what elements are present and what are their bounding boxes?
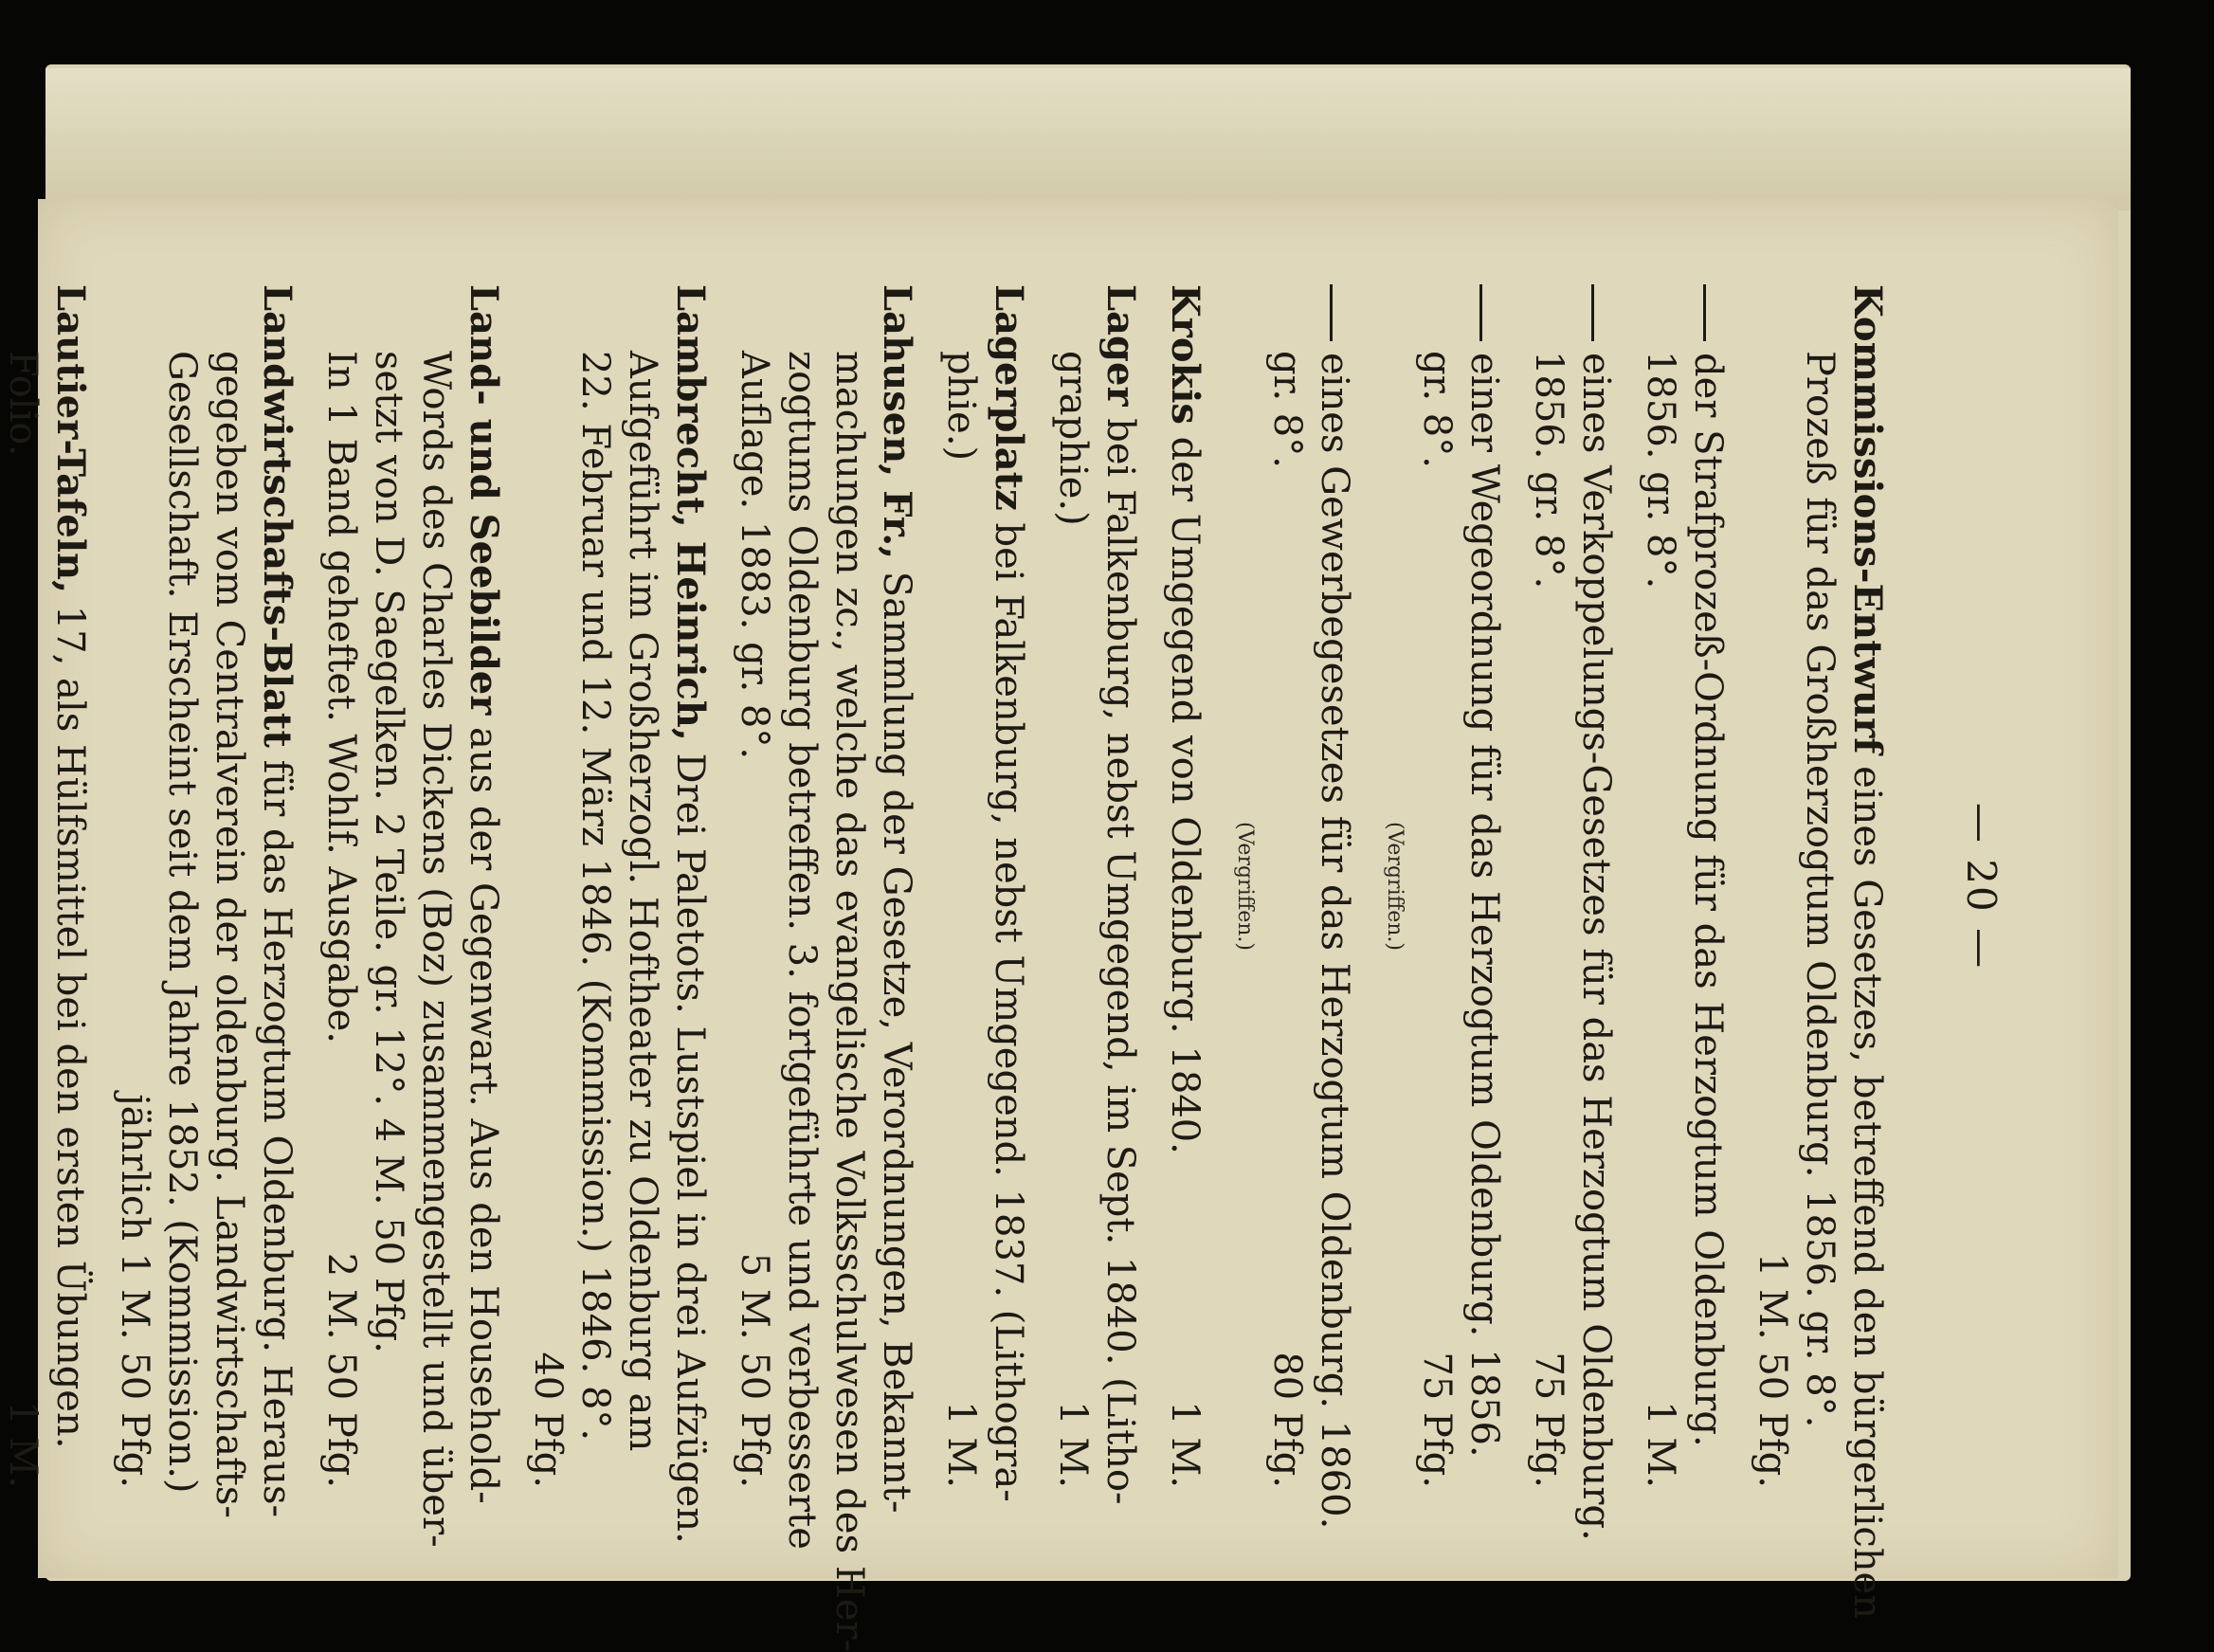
entry-heading: Lagerplatz (987, 284, 1031, 511)
ditto-dash (1704, 284, 1707, 341)
entry-heading: Lautier-Tafeln, (48, 284, 93, 594)
entry-heading: Landwirtschafts-Blatt (255, 284, 299, 748)
rotated-page-content (1, 199, 2118, 1652)
entry-text: einer Wegeordnung für das Herzogtum Oldenburg. 1856. (1462, 353, 1506, 1458)
entry-line (1461, 284, 1508, 1488)
catalog-entry (111, 284, 300, 1518)
entry-note: (Vergriffen.) (1233, 821, 1257, 952)
entry-heading: Kommissions-Entwurf (1845, 284, 1890, 754)
entry-text: eines Verkoppelungs-Gesetzes für das Herzogtum Oldenburg. (1574, 353, 1618, 1541)
entry-text: für das Herzogtum Oldenburg. Heraus- (255, 747, 299, 1518)
entry-price: 1 M. (1051, 1401, 1095, 1488)
entry-line (206, 284, 253, 1518)
catalog-entry (937, 284, 1032, 1502)
entry-text: Gesellschaft. Erscheint seit dem Jahre 1852. (Kommission.) (160, 351, 204, 1494)
catalog-entry (1225, 284, 1358, 1530)
entry-text: eines Gesetzes, betreffend den bürgerlichen (1845, 753, 1889, 1619)
entry-line (1572, 284, 1620, 1541)
ditto-dash (1592, 284, 1595, 341)
entry-line (158, 284, 206, 1494)
entry-text: setzt von D. Saegelken. 2 Teile. gr. 12°. 4 M. 50 Pfg. (367, 351, 410, 1353)
entry-line (1796, 284, 1843, 1488)
entry-text: machungen zc., welche das evangelische Volksschulwesen des Her- (827, 351, 871, 1652)
entry-text: Words des Charles Dickens (Boz) zusammengestellt und über- (414, 351, 458, 1548)
entry-heading: Lambrecht, Heinrich, (668, 284, 713, 741)
entry-price: 80 Pfg. (1265, 1352, 1309, 1488)
catalog-entry (1637, 284, 1732, 1488)
entry-price: 5 M. 50 Pfg. (733, 1252, 776, 1488)
catalog-entry (0, 284, 94, 1488)
entry-heading: Land- und Seebilder (462, 284, 506, 716)
entry-line (572, 284, 619, 1488)
entry-text: der Umgegend von Oldenburg. 1840. (1163, 424, 1207, 1154)
entry-text: In 1 Band geheftet. Wohlf. Ausgabe. (319, 351, 363, 1044)
catalog-content (0, 284, 2005, 1652)
entry-line (937, 284, 985, 1488)
entry-heading: Lahusen, Fr., (875, 284, 919, 560)
entry-line (0, 284, 46, 1488)
entry-line (365, 284, 412, 1488)
entry-text: gegeben vom Centralverein der oldenburg. Landwirtschafts- (208, 351, 251, 1518)
ditto-dash (1331, 284, 1334, 341)
entry-text: der Strafprozeß-Ordnung für das Herzogtum Oldenburg. (1686, 353, 1730, 1447)
entry-line (111, 284, 158, 1488)
entry-text: aus der Gegenwart. Aus den Household- (462, 715, 505, 1504)
entry-line (46, 284, 94, 1488)
entry-text: graphie.) (1051, 351, 1095, 526)
entry-line (826, 284, 873, 1652)
entry-line (666, 284, 714, 1544)
entry-line (524, 284, 572, 1488)
catalog-entry (1049, 284, 1144, 1505)
entry-text: Prozeß für das Großherzogtum Oldenburg. 1856. gr. 8°. (1798, 351, 1842, 1428)
entry-heading: Lager (1098, 284, 1143, 407)
catalog-entry (1525, 284, 1620, 1541)
entry-line (873, 284, 920, 1514)
entry-text: Aufgeführt im Großherzogl. Hoftheater zu Oldenburg am (621, 351, 664, 1452)
entry-line (1749, 284, 1796, 1488)
entry-line (460, 284, 507, 1504)
entry-text: phie.) (939, 351, 983, 462)
entry-price: 1 M. (1163, 1401, 1207, 1488)
entry-text: gr. 8°. (1265, 351, 1309, 468)
entry-price: jährlich 1 M. 50 Pfg. (113, 1094, 156, 1488)
entry-line (778, 284, 826, 1550)
page-top-edge (45, 68, 2131, 210)
entry-line (619, 284, 666, 1488)
book-page (1, 199, 2118, 1652)
page-number: — 20 — (1958, 802, 2005, 971)
entry-line (318, 284, 365, 1488)
catalog-entry (318, 284, 507, 1548)
entry-line (1097, 284, 1144, 1505)
entry-price: 1 M. (939, 1401, 983, 1488)
entry-text: Sammlung der Gesetze, Verordnungen, Bekannt- (875, 559, 918, 1514)
entry-line (1311, 284, 1358, 1530)
entry-price: 1 M. 50 Pfg. (1751, 1252, 1794, 1488)
entry-line (985, 284, 1032, 1502)
entry-text: 1856. gr. 8°. (1639, 351, 1682, 590)
entry-line (1161, 284, 1208, 1488)
entry-line (253, 284, 300, 1518)
catalog-entry (524, 284, 714, 1544)
entry-text: Folio. (1, 351, 45, 457)
entry-text: eines Gewerbegesetzes für das Herzogtum Oldenburg. 1860. (1313, 353, 1356, 1530)
entry-line (1684, 284, 1732, 1488)
entry-text: Drei Paletots. Lustspiel in drei Aufzügen. (668, 740, 712, 1544)
ditto-dash (1480, 284, 1483, 341)
entry-text: gr. 8°. (1415, 351, 1459, 468)
entry-price: 40 Pfg. (526, 1352, 570, 1488)
catalog-entry (731, 284, 920, 1652)
entry-text: bei Falkenburg, nebst Umgegend. 1837. (Lithogra- (987, 510, 1030, 1502)
entry-price: 1 M. (1639, 1401, 1682, 1488)
entry-line (1637, 284, 1684, 1488)
entry-line (1263, 284, 1311, 1488)
entry-line (1049, 284, 1097, 1488)
entry-price: 75 Pfg. (1415, 1352, 1459, 1488)
entry-note: (Vergriffen.) (1383, 821, 1406, 952)
entry-line (412, 284, 460, 1548)
entry-text: 22. Februar und 12. März 1846. (Kommission.) 1846. 8°. (573, 351, 617, 1442)
entry-text: Auflage. 1883. gr. 8°. (733, 351, 776, 760)
entry-text: zogtums Oldenburg betreffen. 3. fortgeführte und verbesserte (780, 351, 824, 1550)
catalog-entries (0, 284, 1891, 1652)
entry-line (1843, 284, 1891, 1619)
entry-line (1525, 284, 1572, 1488)
entry-price: 2 M. 50 Pfg. (319, 1252, 363, 1488)
entry-price: 75 Pfg. (1527, 1352, 1570, 1488)
entry-text: bei Falkenburg, nebst Umgegend, im Sept. 1840. (Litho- (1098, 406, 1142, 1505)
catalog-entry (1375, 284, 1508, 1488)
entry-price: 1 M. (1, 1401, 45, 1488)
catalog-entry (1749, 284, 1891, 1619)
entry-line (1413, 284, 1461, 1488)
entry-heading: Krokis (1163, 284, 1207, 425)
catalog-entry (1161, 284, 1208, 1488)
entry-line (731, 284, 778, 1488)
entry-text: 1856. gr. 8°. (1527, 351, 1570, 590)
entry-text: 17, als Hülfsmittel bei den ersten Übungen. (48, 593, 92, 1449)
